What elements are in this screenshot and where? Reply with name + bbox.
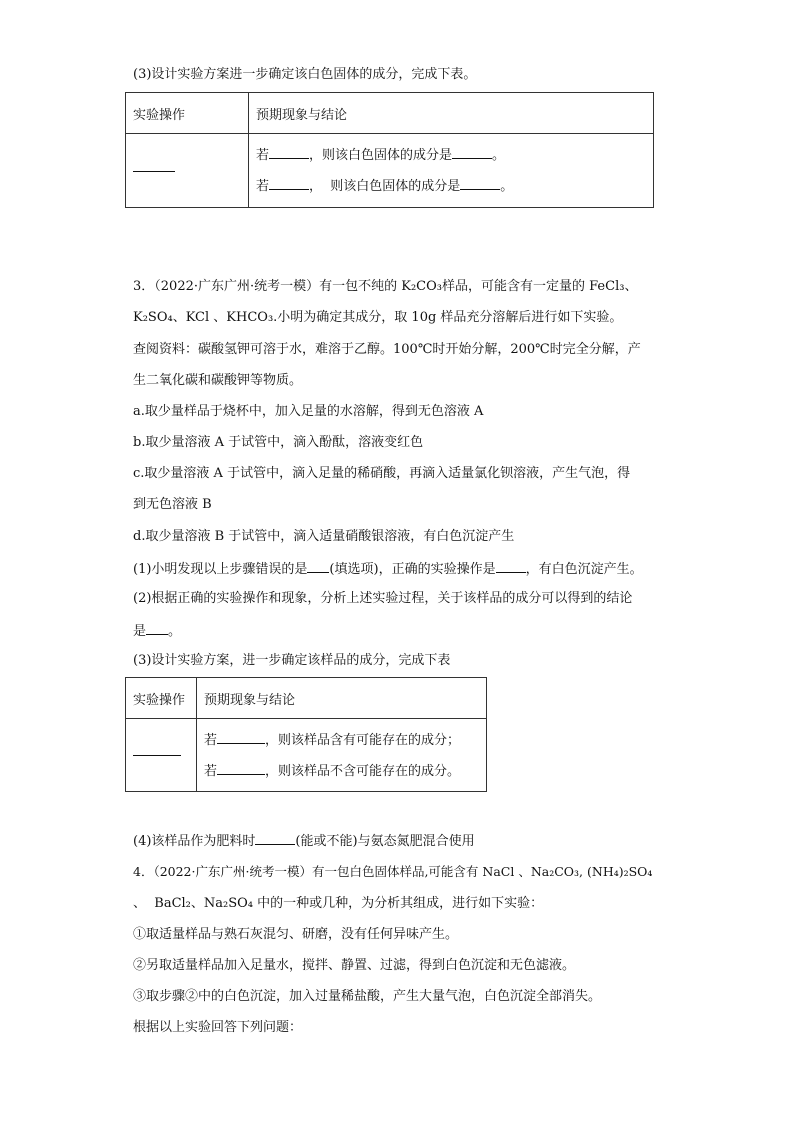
conclusion-text: ， 则该白色固体的成分是: [309, 179, 461, 194]
answer-blank: [307, 559, 329, 573]
q3-question-3-intro: (3)设计实验方案，进一步确定该样品的成分，完成下表: [133, 653, 451, 668]
q2-part3-intro: (3)设计实验方案进一步确定该白色固体的成分，完成下表。: [133, 67, 477, 82]
cond-if: 若: [256, 148, 270, 163]
table-header-operation: 实验操作: [126, 678, 197, 719]
q3-step-c1: c.取少量溶液 A 于试管中，滴入足量的稀硝酸，再滴入适量氯化钡溶液，产生气泡，得: [133, 466, 631, 481]
q3-line3: 查阅资料：碳酸氢钾可溶于水，难溶于乙醇。100℃时开始分解，200℃时完全分解，产: [133, 342, 641, 357]
q4-closing: 根据以上实验回答下列问题：: [133, 1020, 303, 1035]
answer-blank: [146, 621, 168, 635]
q3-step-c2: 到无色溶液 B: [133, 497, 212, 512]
q3-line4: 生二氧化碳和碳酸钾等物质。: [133, 373, 303, 388]
answer-blank: [269, 176, 309, 190]
cond-if: 若: [256, 179, 270, 194]
q3-question-2-line1: (2)根据正确的实验操作和现象，分析上述实验过程，关于该样品的成分可以得到的结论: [133, 591, 633, 606]
answer-blank: [217, 730, 265, 744]
q2-text: 。: [168, 624, 182, 639]
conclusion-text: ，则该白色固体的成分是: [309, 148, 453, 163]
q4-step1: ①取适量样品与熟石灰混匀、研磨，没有任何异味产生。: [133, 927, 459, 942]
operation-answer-blank: [126, 134, 249, 208]
answer-blank: [496, 559, 526, 573]
q2-result-table: [125, 92, 654, 208]
table-header-conclusion: 预期现象与结论: [197, 678, 487, 719]
q3-step-b: b.取少量溶液 A 于试管中，滴入酚酞，溶液变红色: [133, 435, 424, 450]
q3-line1: 3．（2022·广东广州·统考一模）有一包不纯的 K₂CO₃样品，可能含有一定量的 FeCl₃、: [133, 279, 638, 294]
q4-text: (4)该样品作为肥料时: [133, 834, 256, 849]
operation-answer-blank: [126, 719, 197, 792]
q1-text: (1)小明发现以上步骤错误的是: [133, 562, 308, 577]
period: 。: [500, 179, 514, 194]
period: 。: [492, 148, 506, 163]
conclusion-text: ，则该样品不含可能存在的成分。: [265, 763, 461, 779]
q3-line2: K₂SO₄、KCl 、KHCO₃.小明为确定其成分，取 10g 样品充分溶解后进行如下实验。: [133, 310, 623, 325]
q3-question-1: [133, 559, 643, 579]
q2-text: 是: [133, 624, 147, 639]
q3-question-4: [133, 831, 475, 851]
q3-step-a: a.取少量样品于烧杯中，加入足量的水溶解，得到无色溶液 A: [133, 404, 484, 419]
q4-line1: 4．（2022·广东广州·统考一模）有一包白色固体样品,可能含有 NaCl 、Na₂CO₃, (NH₄)₂SO₄: [133, 864, 653, 879]
q1-text: ，有白色沉淀产生。: [525, 562, 643, 577]
answer-blank: [217, 761, 265, 775]
answer-blank: [452, 145, 492, 159]
answer-blank: [460, 176, 500, 190]
q3-step-d: d.取少量溶液 B 于试管中，滴入适量硝酸银溶液，有白色沉淀产生: [133, 529, 515, 544]
q4-line2: 、 BaCl₂、Na₂SO₄ 中的一种或几种，为分析其组成，进行如下实验：: [133, 896, 544, 911]
table-header-operation: 实验操作: [126, 93, 249, 134]
q4-step3: ③取步骤②中的白色沉淀，加入过量稀盐酸，产生大量气泡，白色沉淀全部消失。: [133, 989, 602, 1004]
q4-step2: ②另取适量样品加入足量水，搅拌、静置、过滤，得到白色沉淀和无色滤液。: [133, 958, 576, 973]
cond-if: 若: [204, 732, 218, 748]
answer-blank: [269, 145, 309, 159]
q1-text: (填选项)，正确的实验操作是: [329, 562, 496, 577]
table-header-conclusion: 预期现象与结论: [249, 93, 654, 134]
conclusion-text: ，则该样品含有可能存在的成分；: [265, 732, 461, 748]
conclusion-cell: [197, 719, 487, 792]
q3-result-table: [125, 677, 487, 792]
answer-blank: [255, 831, 295, 845]
q3-question-2-line2: [133, 621, 181, 641]
q4-text: (能或不能)与氨态氮肥混合使用: [295, 834, 475, 849]
conclusion-cell: [249, 134, 654, 208]
cond-if: 若: [204, 763, 218, 779]
